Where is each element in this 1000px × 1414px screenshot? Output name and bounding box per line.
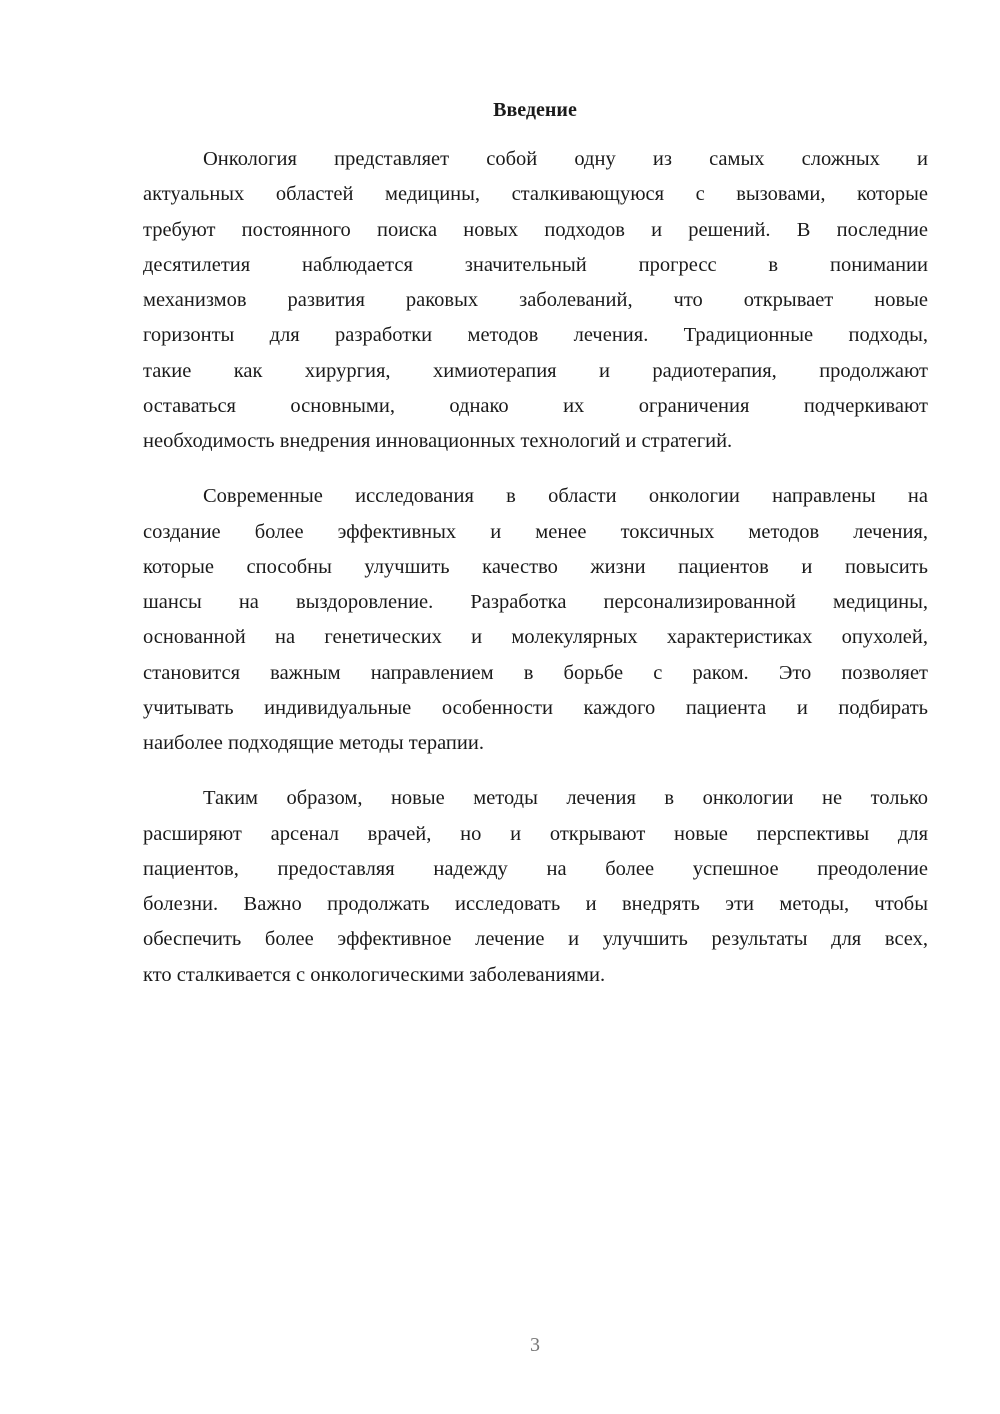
- text-line: шансы на выздоровление. Разработка персонализированной медицины,: [143, 591, 928, 613]
- text-line: требуют постоянного поиска новых подходов и решений. В последние: [143, 218, 928, 241]
- text-line: Онкология представляет собой одну из самых сложных и: [203, 148, 928, 170]
- paragraph: [143, 479, 928, 761]
- text-line: которые способны улучшить качество жизни пациентов и повысить: [143, 555, 928, 578]
- page-number: 3: [530, 1334, 540, 1356]
- text-line: актуальных областей медицины, сталкивающуюся с вызовами, которые: [143, 183, 928, 206]
- text-line: Современные исследования в области онкологии направлены на: [203, 485, 928, 508]
- text-line: основанной на генетических и молекулярных характеристиках опухолей,: [143, 626, 928, 649]
- text-line: десятилетия наблюдается значительный прогресс в понимании: [143, 253, 928, 276]
- text-line: горизонты для разработки методов лечения. Традиционные подходы,: [143, 324, 928, 347]
- paragraph: [143, 142, 928, 459]
- document-body: [143, 142, 928, 1013]
- text-line: обеспечить более эффективное лечение и улучшить результаты для всех,: [143, 928, 928, 951]
- text-line: создание более эффективных и менее токсичных методов лечения,: [143, 520, 928, 543]
- text-line: пациентов, предоставляя надежду на более успешное преодоление: [143, 857, 928, 880]
- paragraph: [143, 781, 928, 993]
- text-line: Таким образом, новые методы лечения в онкологии не только: [203, 787, 928, 810]
- text-line: такие как хирургия, химиотерапия и радиотерапия, продолжают: [143, 359, 928, 382]
- section-title: Введение: [493, 99, 577, 121]
- text-line: наиболее подходящие методы терапии.: [143, 732, 484, 754]
- text-line: учитывать индивидуальные особенности каждого пациента и подбирать: [143, 696, 928, 719]
- text-line: механизмов развития раковых заболеваний, что открывает новые: [143, 289, 928, 311]
- text-line: необходимость внедрения инновационных технологий и стратегий.: [143, 430, 733, 452]
- text-line: оставаться основными, однако их ограничения подчеркивают: [143, 394, 928, 417]
- text-line: расширяют арсенал врачей, но и открывают новые перспективы для: [143, 822, 928, 845]
- text-line: становится важным направлением в борьбе с раком. Это позволяет: [143, 661, 928, 684]
- text-line: кто сталкивается с онкологическими заболеваниями.: [143, 963, 606, 986]
- text-line: болезни. Важно продолжать исследовать и внедрять эти методы, чтобы: [143, 893, 928, 915]
